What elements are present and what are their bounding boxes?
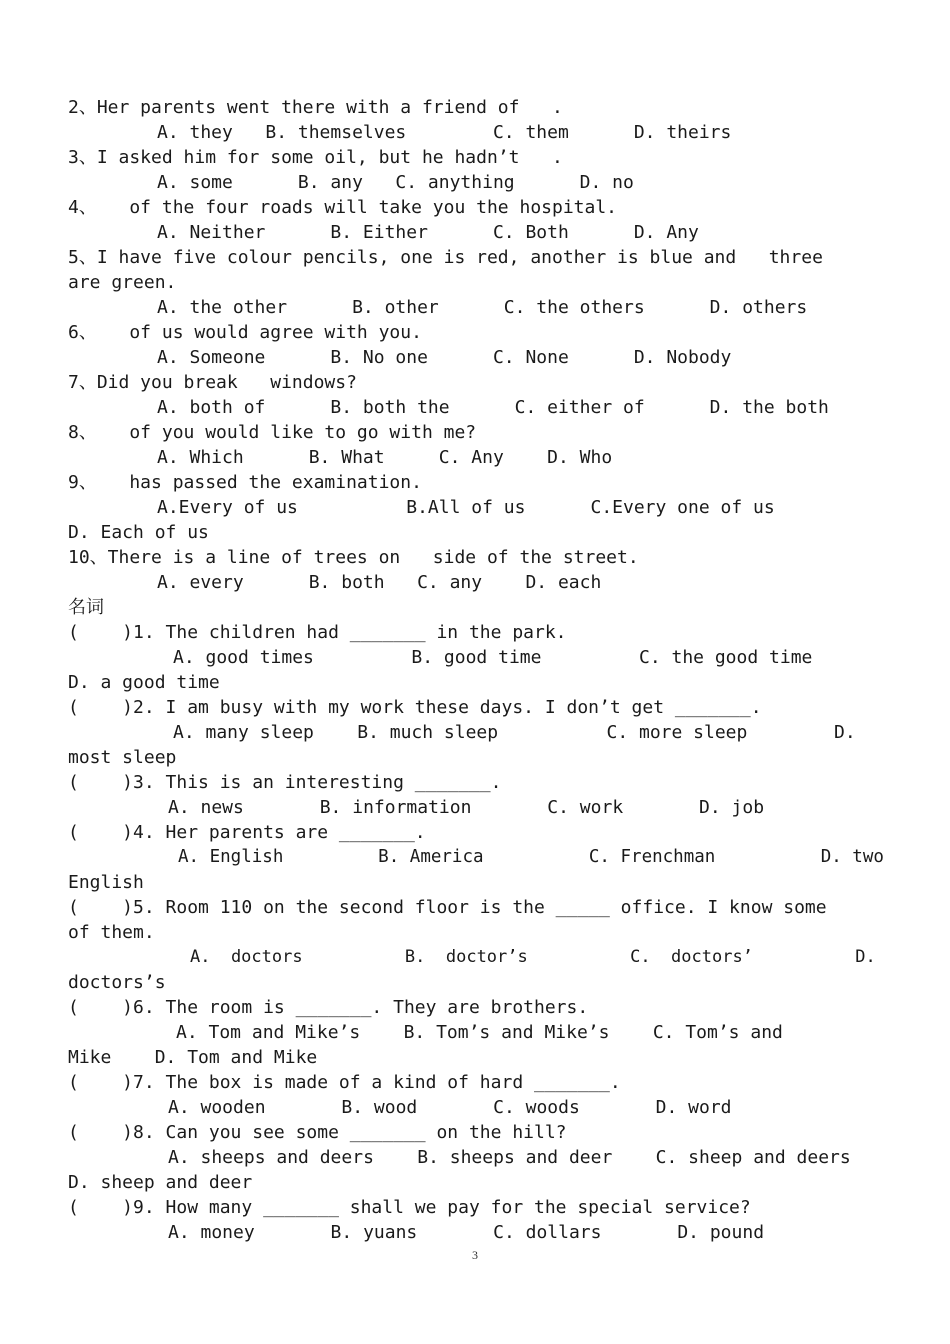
question-9: 9、 has passed the examination. [68,472,422,493]
question-7-options: A. both of B. both the C. either of D. the both [157,397,829,418]
noun-question-4-options: A. English B. America C. Frenchman D. two [178,847,884,867]
noun-question-3: ( )3. This is an interesting _______. [68,772,502,793]
question-10-options: A. every B. both C. any D. each [157,572,602,593]
question-2-options: A. they B. themselves C. them D. theirs [157,122,732,143]
question-5: 5、I have five colour pencils, one is red, another is blue and three [68,247,823,268]
noun-question-1-continued: D. a good time [68,672,220,693]
noun-question-8-options: A. sheeps and deers B. sheeps and deer C. sheep and deers [168,1147,851,1168]
page-number: 3 [472,1248,478,1262]
question-4: 4、 of the four roads will take you the hospital. [68,197,618,218]
noun-question-7: ( )7. The box is made of a kind of hard _______. [68,1072,621,1093]
noun-question-6: ( )6. The room is _______. They are brothers. [68,997,589,1018]
noun-question-1: ( )1. The children had _______ in the park. [68,622,567,643]
noun-question-7-options: A. wooden B. wood C. woods D. word [168,1097,732,1118]
noun-question-2-continued: most sleep [68,747,177,768]
noun-question-9-options: A. money B. yuans C. dollars D. pound [168,1222,765,1243]
question-5-options: A. the other B. other C. the others D. others [157,297,808,318]
noun-question-6-continued: Mike D. Tom and Mike [68,1047,318,1068]
noun-question-1-options: A. good times B. good time C. the good time [173,647,813,668]
question-3: 3、I asked him for some oil, but he hadn’t . [68,147,563,168]
question-3-options: A. some B. any C. anything D. no [157,172,634,193]
noun-question-5-continued: of them. [68,922,155,943]
noun-question-9: ( )9. How many _______ shall we pay for the special service? [68,1197,751,1218]
section-heading: 名词 [68,597,104,618]
question-10: 10、There is a line of trees on side of the street. [68,547,639,568]
noun-question-3-options: A. news B. information C. work D. job [168,797,765,818]
noun-question-4: ( )4. Her parents are _______. [68,822,426,843]
noun-question-8-continued: D. sheep and deer [68,1172,253,1193]
question-4-options: A. Neither B. Either C. Both D. Any [157,222,699,243]
noun-question-2-options: A. many sleep B. much sleep C. more sleep D. [173,722,856,743]
noun-question-5-continued-2: doctors’s [68,972,166,993]
question-8: 8、 of you would like to go with me? [68,422,477,443]
question-8-options: A. Which B. What C. Any D. Who [157,447,613,468]
noun-question-2: ( )2. I am busy with my work these days. I don’t get _______. [68,697,762,718]
noun-question-5: ( )5. Room 110 on the second floor is the _____ office. I know some [68,897,827,918]
question-6: 6、 of us would agree with you. [68,322,422,343]
question-6-options: A. Someone B. No one C. None D. Nobody [157,347,732,368]
question-5-continued: are green. [68,272,177,293]
question-9-options: A.Every of us B.All of us C.Every one of us [157,497,775,518]
noun-question-5-options: A. doctors B. doctor’s C. doctors’ D. [190,947,876,967]
question-2: 2、Her parents went there with a friend of . [68,97,563,118]
question-7: 7、Did you break windows? [68,372,357,393]
noun-question-4-continued: English [68,872,144,893]
noun-question-8: ( )8. Can you see some _______ on the hill? [68,1122,567,1143]
noun-question-6-options: A. Tom and Mike’s B. Tom’s and Mike’s C. Tom’s and [176,1022,783,1043]
question-9-continued: D. Each of us [68,522,209,543]
